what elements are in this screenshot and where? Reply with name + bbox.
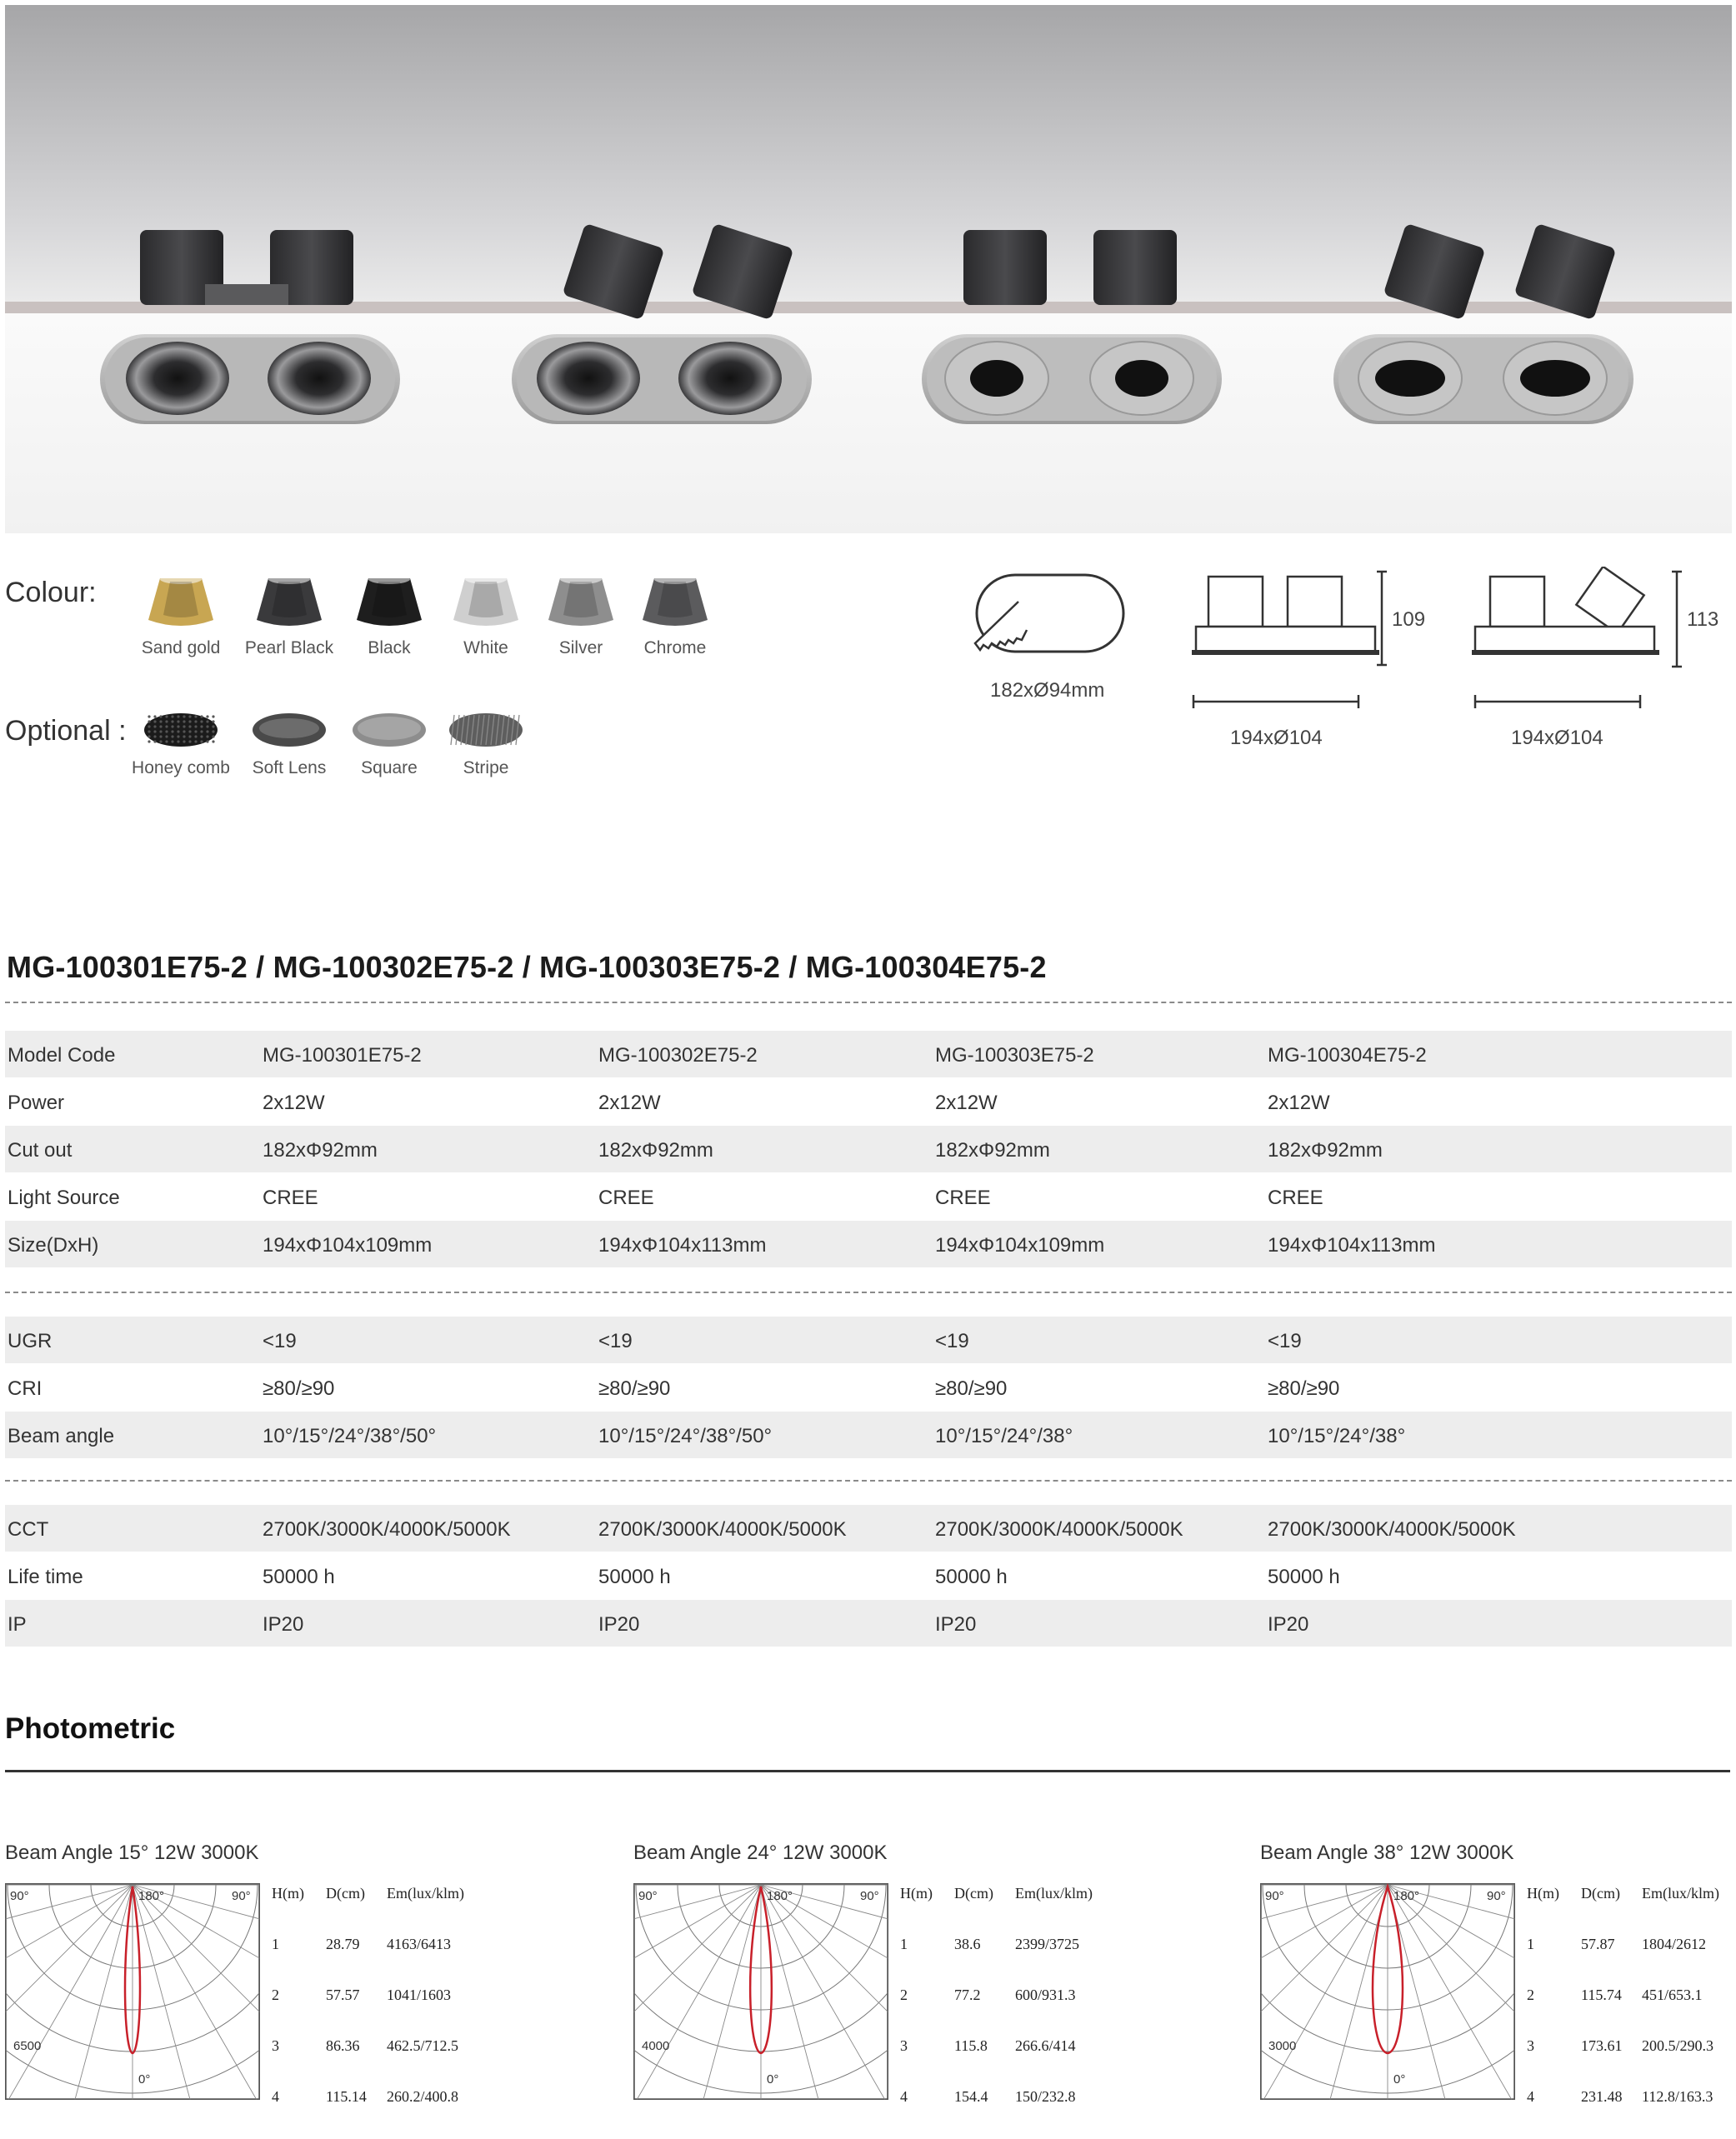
divider bbox=[5, 1480, 1732, 1482]
spec-value: <19 bbox=[263, 1330, 297, 1352]
beam-block bbox=[5, 1842, 538, 2105]
tilt-height: 113 bbox=[1687, 608, 1719, 631]
spec-label: CRI bbox=[8, 1377, 43, 1400]
spec-value: 194xΦ104x113mm bbox=[598, 1234, 767, 1257]
fixed-size: 194xØ104 bbox=[1230, 727, 1323, 749]
beam-heading: Beam Angle 24° 12W 3000K bbox=[633, 1842, 888, 1864]
spec-value: IP20 bbox=[598, 1613, 640, 1636]
colour-swatch-label: Pearl Black bbox=[244, 638, 334, 657]
spec-row bbox=[5, 1317, 1732, 1363]
photometric-row bbox=[900, 2088, 1175, 2139]
photometric-header: H(m) bbox=[1527, 1885, 1559, 1902]
photometric-cell: 38.6 bbox=[954, 1936, 981, 1952]
photometric-header: D(cm) bbox=[1581, 1885, 1620, 1902]
photometric-cell: 1 bbox=[1527, 1936, 1534, 1952]
photometric-cell: 112.8/163.3 bbox=[1642, 2088, 1713, 2105]
photometric-header: Em(lux/klm) bbox=[387, 1885, 464, 1902]
photometric-header: H(m) bbox=[272, 1885, 304, 1902]
photometric-row bbox=[900, 1936, 1175, 1987]
spec-value: ≥80/≥90 bbox=[598, 1377, 671, 1400]
photometric-cell: 150/232.8 bbox=[1015, 2088, 1076, 2105]
colour-swatch bbox=[432, 572, 540, 658]
photometric-cell: 1 bbox=[900, 1936, 908, 1952]
spec-value: 10°/15°/24°/38° bbox=[1268, 1425, 1406, 1447]
photometric-cell: 3 bbox=[1527, 2037, 1534, 2054]
spec-row bbox=[5, 1078, 1732, 1125]
spec-value: ≥80/≥90 bbox=[263, 1377, 335, 1400]
photometric-cell: 115.74 bbox=[1581, 1987, 1622, 2003]
polar-label-bottom: 0° bbox=[1393, 2072, 1406, 2087]
spec-value: ≥80/≥90 bbox=[1268, 1377, 1340, 1400]
polar-label-top: 180° bbox=[767, 1889, 793, 1903]
tilt-fixture-drawing bbox=[1467, 567, 1692, 717]
reflector-swatch-icon bbox=[448, 572, 523, 630]
accessory-icon bbox=[249, 708, 329, 750]
optional-swatch bbox=[335, 708, 443, 778]
photometric-cell: 28.79 bbox=[326, 1936, 360, 1952]
spec-value: 194xΦ104x109mm bbox=[263, 1234, 433, 1257]
spec-label: Cut out bbox=[8, 1139, 73, 1162]
spec-value: CREE bbox=[598, 1187, 654, 1209]
photometric-cell: 260.2/400.8 bbox=[387, 2088, 459, 2105]
photometric-cell: 1 bbox=[272, 1936, 279, 1952]
photometric-cell: 451/653.1 bbox=[1642, 1987, 1703, 2003]
colour-swatch-label: White bbox=[463, 638, 508, 657]
product-title: MG-100301E75-2 / MG-100302E75-2 / MG-100303E75-2 / MG-100304E75-2 bbox=[7, 950, 1047, 984]
spec-label: Model Code bbox=[8, 1044, 116, 1067]
photometric-row bbox=[900, 1987, 1175, 2037]
accessory-icon bbox=[141, 708, 221, 750]
spec-value: CREE bbox=[263, 1187, 318, 1209]
polar-diagram bbox=[633, 1883, 888, 2100]
spec-value: 2x12W bbox=[598, 1092, 661, 1114]
spec-label: Beam angle bbox=[8, 1425, 115, 1447]
colour-swatch-label: Sand gold bbox=[141, 638, 221, 657]
spec-row bbox=[5, 1600, 1732, 1647]
spec-value: 194xΦ104x113mm bbox=[1268, 1234, 1436, 1257]
photometric-cell: 1804/2612 bbox=[1642, 1936, 1707, 1952]
spec-value: 10°/15°/24°/38° bbox=[935, 1425, 1073, 1447]
spec-value: CREE bbox=[935, 1187, 991, 1209]
photometric-cell: 4 bbox=[900, 2088, 908, 2105]
colour-swatch bbox=[127, 572, 235, 658]
optional-swatch-label: Honey comb bbox=[132, 758, 230, 777]
reflector-swatch-icon bbox=[252, 572, 327, 630]
polar-label-left: 90° bbox=[10, 1889, 29, 1903]
colour-swatch bbox=[527, 572, 635, 658]
spec-value: 2700K/3000K/4000K/5000K bbox=[598, 1518, 847, 1541]
optional-swatch-label: Stripe bbox=[463, 758, 509, 777]
colour-swatch-label: Black bbox=[368, 638, 411, 657]
photometric-header-row bbox=[1527, 1885, 1736, 1936]
spec-value: 10°/15°/24°/38°/50° bbox=[263, 1425, 437, 1447]
photometric-cell: 115.8 bbox=[954, 2037, 988, 2054]
spec-row bbox=[5, 1505, 1732, 1552]
optional-label: Optional : bbox=[5, 715, 127, 747]
photometric-header: Em(lux/klm) bbox=[1642, 1885, 1719, 1902]
spec-value: MG-100302E75-2 bbox=[598, 1044, 758, 1067]
polar-diagram bbox=[1260, 1883, 1515, 2100]
spec-value: 182xΦ92mm bbox=[935, 1139, 1050, 1162]
spec-value: 182xΦ92mm bbox=[263, 1139, 378, 1162]
photometric-row bbox=[272, 2037, 547, 2088]
photometric-cell: 4 bbox=[272, 2088, 279, 2105]
polar-scale-label: 3000 bbox=[1268, 2039, 1297, 2053]
photometric-cell: 200.5/290.3 bbox=[1642, 2037, 1714, 2054]
spec-value: 2700K/3000K/4000K/5000K bbox=[935, 1518, 1183, 1541]
photometric-row bbox=[1527, 1987, 1736, 2037]
spec-value: 50000 h bbox=[1268, 1566, 1340, 1588]
spec-value: MG-100303E75-2 bbox=[935, 1044, 1094, 1067]
colour-swatch bbox=[335, 572, 443, 658]
spec-row bbox=[5, 1552, 1732, 1599]
divider bbox=[5, 1002, 1732, 1003]
polar-label-top: 180° bbox=[138, 1889, 165, 1903]
photometric-cell: 86.36 bbox=[326, 2037, 360, 2054]
optional-swatch bbox=[127, 708, 235, 778]
photometric-cell: 3 bbox=[900, 2037, 908, 2054]
polar-label-right: 90° bbox=[1487, 1889, 1506, 1903]
polar-label-right: 90° bbox=[860, 1889, 879, 1903]
spec-value: IP20 bbox=[263, 1613, 304, 1636]
photometric-cell: 231.48 bbox=[1581, 2088, 1623, 2105]
fixture-1 bbox=[100, 230, 400, 424]
spec-value: <19 bbox=[935, 1330, 969, 1352]
spec-label: UGR bbox=[8, 1330, 53, 1352]
spec-value: 50000 h bbox=[935, 1566, 1008, 1588]
spec-value: 182xΦ92mm bbox=[1268, 1139, 1383, 1162]
photometric-table bbox=[1527, 1885, 1736, 2139]
fixture-2 bbox=[512, 223, 812, 424]
polar-label-bottom: 0° bbox=[138, 2072, 151, 2087]
colour-label: Colour: bbox=[5, 577, 97, 608]
fixed-height: 109 bbox=[1392, 608, 1426, 631]
photometric-title: Photometric bbox=[5, 1712, 176, 1745]
colour-swatch bbox=[621, 572, 729, 658]
photometric-header-row bbox=[900, 1885, 1175, 1936]
beam-block bbox=[1260, 1842, 1736, 2105]
polar-label-bottom: 0° bbox=[767, 2072, 779, 2087]
spec-value: 2700K/3000K/4000K/5000K bbox=[1268, 1518, 1516, 1541]
photometric-row bbox=[272, 1987, 547, 2037]
polar-scale-label: 4000 bbox=[642, 2039, 670, 2053]
accessory-icon bbox=[349, 708, 429, 750]
photometric-cell: 77.2 bbox=[954, 1987, 981, 2003]
photometric-header: H(m) bbox=[900, 1885, 933, 1902]
spec-label: Size(DxH) bbox=[8, 1234, 99, 1257]
photometric-row bbox=[1527, 2088, 1736, 2139]
spec-row bbox=[5, 1126, 1732, 1172]
spec-value: 50000 h bbox=[598, 1566, 671, 1588]
spec-value: 2x12W bbox=[935, 1092, 998, 1114]
reflector-swatch-icon bbox=[638, 572, 713, 630]
spec-value: 194xΦ104x109mm bbox=[935, 1234, 1105, 1257]
spec-value: 50000 h bbox=[263, 1566, 335, 1588]
tilt-size: 194xØ104 bbox=[1511, 727, 1603, 749]
spec-value: IP20 bbox=[935, 1613, 977, 1636]
beam-heading: Beam Angle 15° 12W 3000K bbox=[5, 1842, 259, 1864]
optional-swatch bbox=[432, 708, 540, 778]
polar-label-top: 180° bbox=[1393, 1889, 1420, 1903]
polar-label-left: 90° bbox=[638, 1889, 658, 1903]
spec-label: IP bbox=[8, 1613, 27, 1636]
photometric-row bbox=[272, 2088, 547, 2139]
fixture-4 bbox=[1333, 223, 1633, 424]
fixtures-illustration bbox=[5, 5, 1732, 533]
spec-value: MG-100304E75-2 bbox=[1268, 1044, 1427, 1067]
photometric-header: D(cm) bbox=[954, 1885, 993, 1902]
spec-value: IP20 bbox=[1268, 1613, 1309, 1636]
photometric-cell: 4163/6413 bbox=[387, 1936, 452, 1952]
beam-heading: Beam Angle 38° 12W 3000K bbox=[1260, 1842, 1514, 1864]
photometric-row bbox=[900, 2037, 1175, 2088]
reflector-swatch-icon bbox=[143, 572, 218, 630]
spec-row bbox=[5, 1173, 1732, 1220]
photometric-cell: 462.5/712.5 bbox=[387, 2037, 459, 2054]
photometric-row bbox=[1527, 1936, 1736, 1987]
spec-value: MG-100301E75-2 bbox=[263, 1044, 422, 1067]
reflector-swatch-icon bbox=[352, 572, 427, 630]
spec-row bbox=[5, 1031, 1732, 1077]
spec-value: 2x12W bbox=[263, 1092, 325, 1114]
photometric-cell: 2399/3725 bbox=[1015, 1936, 1080, 1952]
spec-value: 2700K/3000K/4000K/5000K bbox=[263, 1518, 511, 1541]
photometric-row bbox=[272, 1936, 547, 1987]
product-hero-image bbox=[5, 5, 1732, 533]
photometric-table bbox=[900, 1885, 1175, 2139]
photometric-cell: 154.4 bbox=[954, 2088, 988, 2105]
spec-value: <19 bbox=[598, 1330, 633, 1352]
cutout-drawing bbox=[967, 567, 1133, 667]
polar-label-left: 90° bbox=[1265, 1889, 1284, 1903]
spec-row bbox=[5, 1412, 1732, 1458]
photometric-cell: 4 bbox=[1527, 2088, 1534, 2105]
photometric-cell: 1041/1603 bbox=[387, 1987, 452, 2003]
divider bbox=[5, 1292, 1732, 1293]
photometric-row bbox=[1527, 2037, 1736, 2088]
photometric-cell: 57.87 bbox=[1581, 1936, 1615, 1952]
spec-label: Power bbox=[8, 1092, 65, 1114]
spec-value: ≥80/≥90 bbox=[935, 1377, 1008, 1400]
spec-value: 2x12W bbox=[1268, 1092, 1330, 1114]
fixture-3 bbox=[922, 230, 1222, 424]
photometric-cell: 2 bbox=[1527, 1987, 1534, 2003]
beam-block bbox=[633, 1842, 1167, 2105]
photometric-table bbox=[272, 1885, 547, 2139]
optional-swatch-label: Soft Lens bbox=[252, 758, 327, 777]
photometric-cell: 2 bbox=[900, 1987, 908, 2003]
reflector-swatch-icon bbox=[543, 572, 618, 630]
colour-swatch-label: Chrome bbox=[643, 638, 707, 657]
spec-value: 182xΦ92mm bbox=[598, 1139, 713, 1162]
polar-label-right: 90° bbox=[232, 1889, 251, 1903]
polar-scale-label: 6500 bbox=[13, 2039, 42, 2053]
photometric-divider bbox=[5, 1770, 1730, 1772]
photometric-cell: 3 bbox=[272, 2037, 279, 2054]
optional-swatch-label: Square bbox=[361, 758, 418, 777]
spec-value: CREE bbox=[1268, 1187, 1323, 1209]
photometric-header: D(cm) bbox=[326, 1885, 365, 1902]
optional-swatch bbox=[235, 708, 343, 778]
photometric-cell: 115.14 bbox=[326, 2088, 367, 2105]
fixed-fixture-drawing bbox=[1183, 567, 1408, 717]
spec-label: Life time bbox=[8, 1566, 83, 1588]
spec-row bbox=[5, 1221, 1732, 1267]
photometric-cell: 2 bbox=[272, 1987, 279, 2003]
spec-label: Light Source bbox=[8, 1187, 120, 1209]
cutout-dimension: 182xØ94mm bbox=[990, 679, 1105, 702]
spec-value: 10°/15°/24°/38°/50° bbox=[598, 1425, 773, 1447]
photometric-header-row bbox=[272, 1885, 547, 1936]
accessory-icon bbox=[446, 708, 526, 750]
photometric-header: Em(lux/klm) bbox=[1015, 1885, 1093, 1902]
spec-value: <19 bbox=[1268, 1330, 1302, 1352]
spec-label: CCT bbox=[8, 1518, 49, 1541]
colour-swatch bbox=[235, 572, 343, 658]
polar-diagram bbox=[5, 1883, 260, 2100]
photometric-cell: 600/931.3 bbox=[1015, 1987, 1076, 2003]
photometric-cell: 266.6/414 bbox=[1015, 2037, 1076, 2054]
spec-row bbox=[5, 1364, 1732, 1411]
colour-swatch-label: Silver bbox=[558, 638, 603, 657]
photometric-cell: 173.61 bbox=[1581, 2037, 1623, 2054]
photometric-cell: 57.57 bbox=[326, 1987, 360, 2003]
